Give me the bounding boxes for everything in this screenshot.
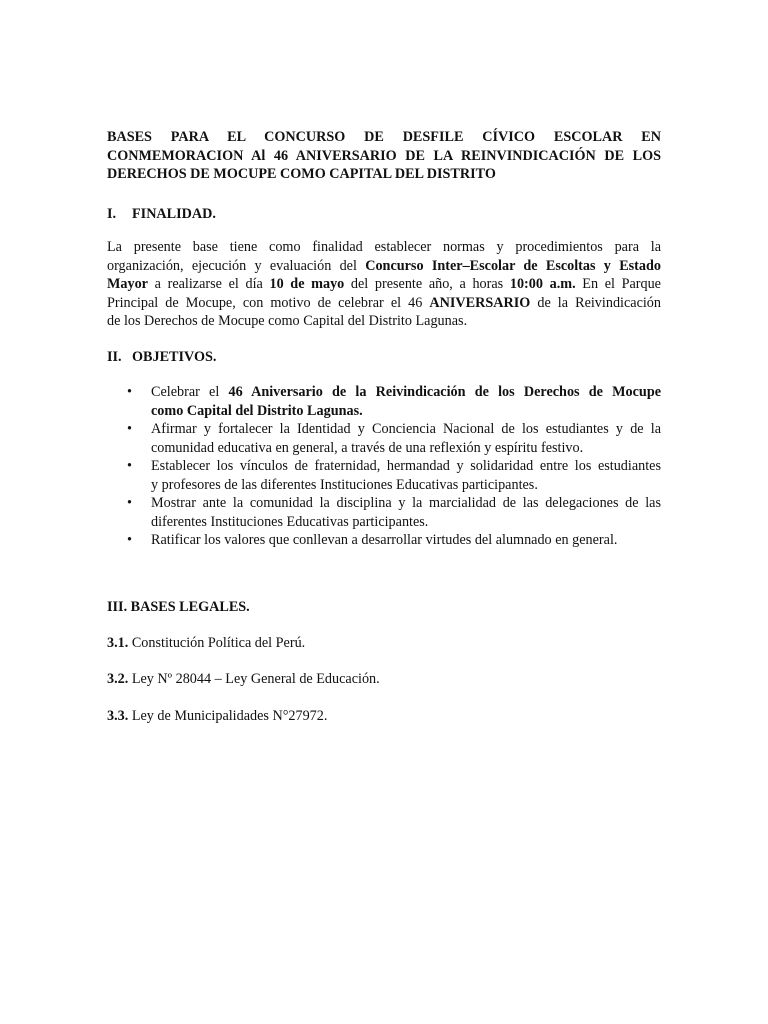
text-run: a realizarse el día bbox=[147, 276, 270, 292]
text-run: Celebrar el bbox=[151, 384, 229, 400]
paragraph-line: de los Derechos de Mocupe como Capital del Distrito Lagunas. bbox=[107, 313, 468, 329]
list-line: Ratificar los valores que conllevan a desarrollar virtudes del alumnado en general. bbox=[151, 532, 618, 548]
section-2-number: II. bbox=[107, 349, 122, 365]
legal-item bbox=[107, 707, 661, 726]
bold-run: Concurso Inter–Escolar de Escoltas y Estado bbox=[365, 257, 661, 274]
list-item bbox=[107, 457, 661, 494]
objectives-list bbox=[107, 383, 661, 550]
legal-item bbox=[107, 670, 661, 689]
legal-item-number: 3.3. bbox=[107, 708, 129, 724]
list-line: Mostrar ante la comunidad la disciplina y la marcialidad de las delegaciones de las bbox=[151, 495, 661, 511]
bold-run: Mayor bbox=[107, 276, 148, 292]
list-line bbox=[151, 402, 661, 421]
text-run: de la Reivindicación bbox=[530, 294, 661, 311]
bullet-icon: • bbox=[127, 421, 132, 437]
list-line: diferentes Instituciones Educativas participantes. bbox=[151, 513, 429, 530]
list-line: Establecer los vínculos de fraternidad, hermandad y solidaridad entre los estudiantes bbox=[151, 458, 661, 474]
text-run: En el Parque bbox=[575, 276, 661, 292]
legal-item-number: 3.2. bbox=[107, 671, 129, 687]
list-item bbox=[107, 420, 661, 457]
paragraph-line bbox=[107, 294, 661, 313]
list-line bbox=[151, 383, 661, 402]
bold-run: ANIVERSARIO bbox=[429, 294, 531, 311]
text-run: Principal de Mocupe, con motivo de celebrar el 46 bbox=[107, 294, 430, 311]
paragraph-line bbox=[107, 257, 661, 276]
legal-item-text: Constitución Política del Perú. bbox=[128, 635, 306, 651]
text-run: del presente año, a horas bbox=[344, 276, 510, 292]
legal-item bbox=[107, 634, 661, 653]
section-2-heading bbox=[107, 348, 661, 367]
list-item bbox=[107, 494, 661, 531]
legal-item-text: Ley de Municipalidades N°27972. bbox=[128, 708, 328, 724]
list-item bbox=[107, 383, 661, 420]
list-line: comunidad educativa en general, a través de una reflexión y espíritu festivo. bbox=[151, 439, 584, 456]
bullet-icon: • bbox=[127, 495, 132, 511]
section-1-number: I. bbox=[107, 206, 117, 222]
section-1-title: FINALIDAD. bbox=[132, 206, 216, 222]
title-line-1: BASES PARA EL CONCURSO DE DESFILE CÍVICO ESCOLAR EN bbox=[107, 129, 661, 145]
paragraph-line bbox=[107, 275, 661, 294]
bold-run: como Capital del Distrito Lagunas. bbox=[151, 402, 363, 419]
section-2-title: OBJETIVOS. bbox=[132, 349, 217, 365]
document-title bbox=[107, 128, 661, 184]
section-1-paragraph bbox=[107, 238, 661, 331]
bold-run: 46 Aniversario de la Reivindicación de los Derechos de Mocupe bbox=[228, 384, 662, 400]
list-line: y profesores de las diferentes Instituciones Educativas participantes. bbox=[151, 476, 538, 493]
list-line: Afirmar y fortalecer la Identidad y Conciencia Nacional de los estudiantes y de la bbox=[151, 421, 661, 437]
bold-run: 10 de mayo bbox=[269, 276, 345, 292]
bullet-icon: • bbox=[127, 532, 132, 548]
legal-item-number: 3.1. bbox=[107, 635, 129, 651]
section-3-heading: III. BASES LEGALES. bbox=[107, 599, 250, 615]
legal-item-text: Ley Nº 28044 – Ley General de Educación. bbox=[128, 671, 380, 687]
text-run: organización, ejecución y evaluación del bbox=[107, 257, 366, 274]
bullet-icon: • bbox=[127, 458, 132, 474]
title-line-2: CONMEMORACION Al 46 ANIVERSARIO DE LA REINVINDICACIÓN DE LOS bbox=[107, 147, 661, 164]
list-item bbox=[107, 531, 661, 550]
title-line-3: DERECHOS DE MOCUPE COMO CAPITAL DEL DISTRITO bbox=[107, 166, 496, 182]
bold-run: 10:00 a.m. bbox=[509, 276, 576, 292]
section-1-heading bbox=[107, 205, 661, 224]
bullet-icon: • bbox=[127, 384, 132, 400]
paragraph-line: La presente base tiene como finalidad establecer normas y procedimientos para la bbox=[107, 239, 661, 255]
